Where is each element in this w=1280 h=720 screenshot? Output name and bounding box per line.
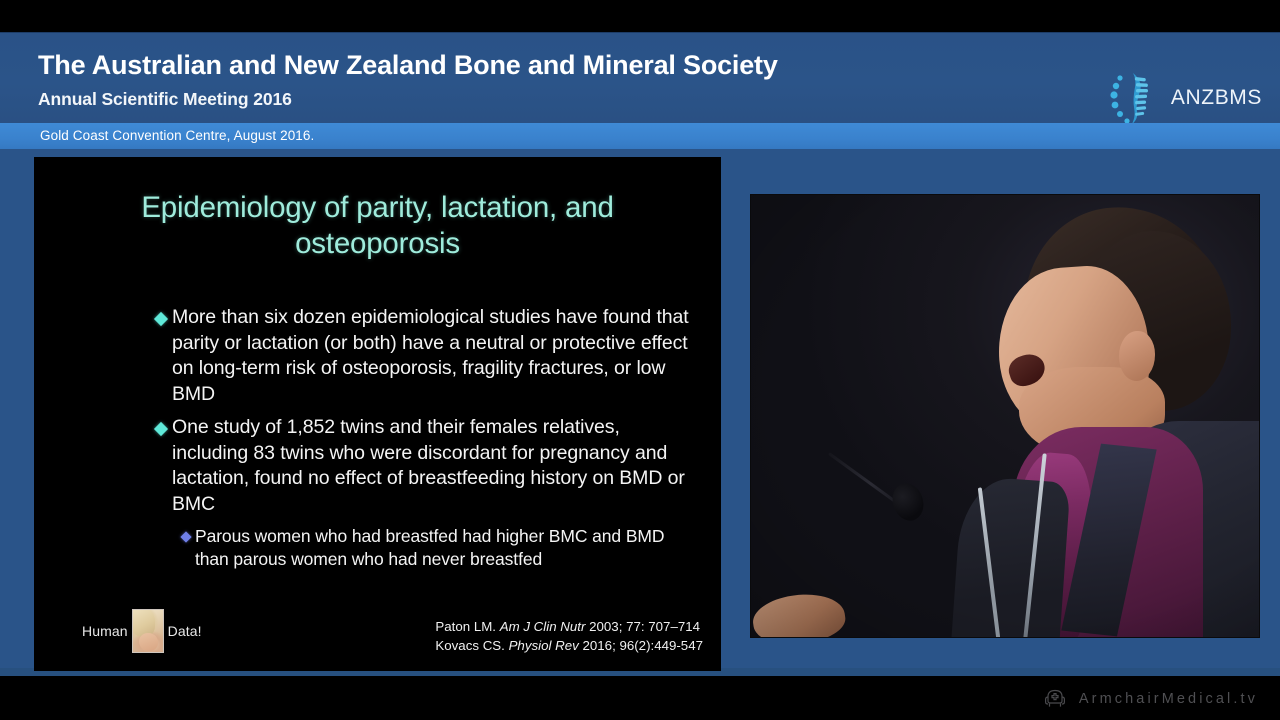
diamond-bullet-icon <box>154 312 168 326</box>
citation-journal: Am J Clin Nutr <box>499 619 586 634</box>
citation-block <box>435 618 703 655</box>
citation-author: Kovacs CS. <box>435 637 505 653</box>
watermark-text: ArmchairMedical.tv <box>1078 691 1258 707</box>
bullet-item <box>34 305 721 408</box>
citation-row <box>435 637 703 656</box>
diamond-sub-bullet-icon <box>180 531 191 542</box>
sub-bullet-item <box>34 525 721 572</box>
human-data-label-right: Data! <box>167 623 202 639</box>
bullet-text: One study of 1,852 twins and their females relatives, including 83 twins who were discordant for pregnancy and lactation, found no effect of breastfeeding history on BMD or BMC <box>172 415 685 515</box>
citation-row <box>435 618 703 637</box>
sub-bullet-text: Parous women who had breastfed had higher BMC and BMD than parous women who had never breastfed <box>195 525 665 570</box>
spine-logo-icon <box>1109 71 1161 125</box>
citation-journal: Physiol Rev <box>508 637 579 653</box>
photo-infant-shape <box>139 633 158 651</box>
citation-details: 2003; 77: 707–714 <box>589 619 701 634</box>
slide-panel[interactable] <box>34 157 721 671</box>
venue-text: Gold Coast Convention Centre, August 2016. <box>40 128 315 143</box>
conference-header <box>0 32 1280 124</box>
watermark <box>1043 686 1258 712</box>
citation-author: Paton LM. <box>435 619 496 634</box>
breastfeeding-photo-thumbnail <box>132 609 164 653</box>
venue-bar <box>0 123 1280 149</box>
slide-bullet-list <box>34 305 721 579</box>
armchair-cross-icon <box>1043 687 1067 711</box>
conference-title: The Australian and New Zealand Bone and Mineral Society <box>38 50 778 80</box>
slide-title: Epidemiology of parity, lactation, and osteoporosis <box>141 191 614 260</box>
speaker-video-feed[interactable] <box>750 194 1260 638</box>
diamond-bullet-icon <box>154 422 168 436</box>
human-data-label <box>82 609 202 653</box>
anzbms-logo <box>1109 71 1262 125</box>
logo-label: ANZBMS <box>1170 86 1262 109</box>
bullet-item <box>34 415 721 518</box>
bullet-text: More than six dozen epidemiological studies have found that parity or lactation (or both) have a neutral or protective effect on long-term risk of osteoporosis, fragility fractures, or low BMD <box>172 306 689 406</box>
human-data-label-left: Human <box>82 623 128 639</box>
conference-subtitle: Annual Scientific Meeting 2016 <box>38 89 292 109</box>
citation-details: 2016; 96(2):449-547 <box>582 637 703 653</box>
